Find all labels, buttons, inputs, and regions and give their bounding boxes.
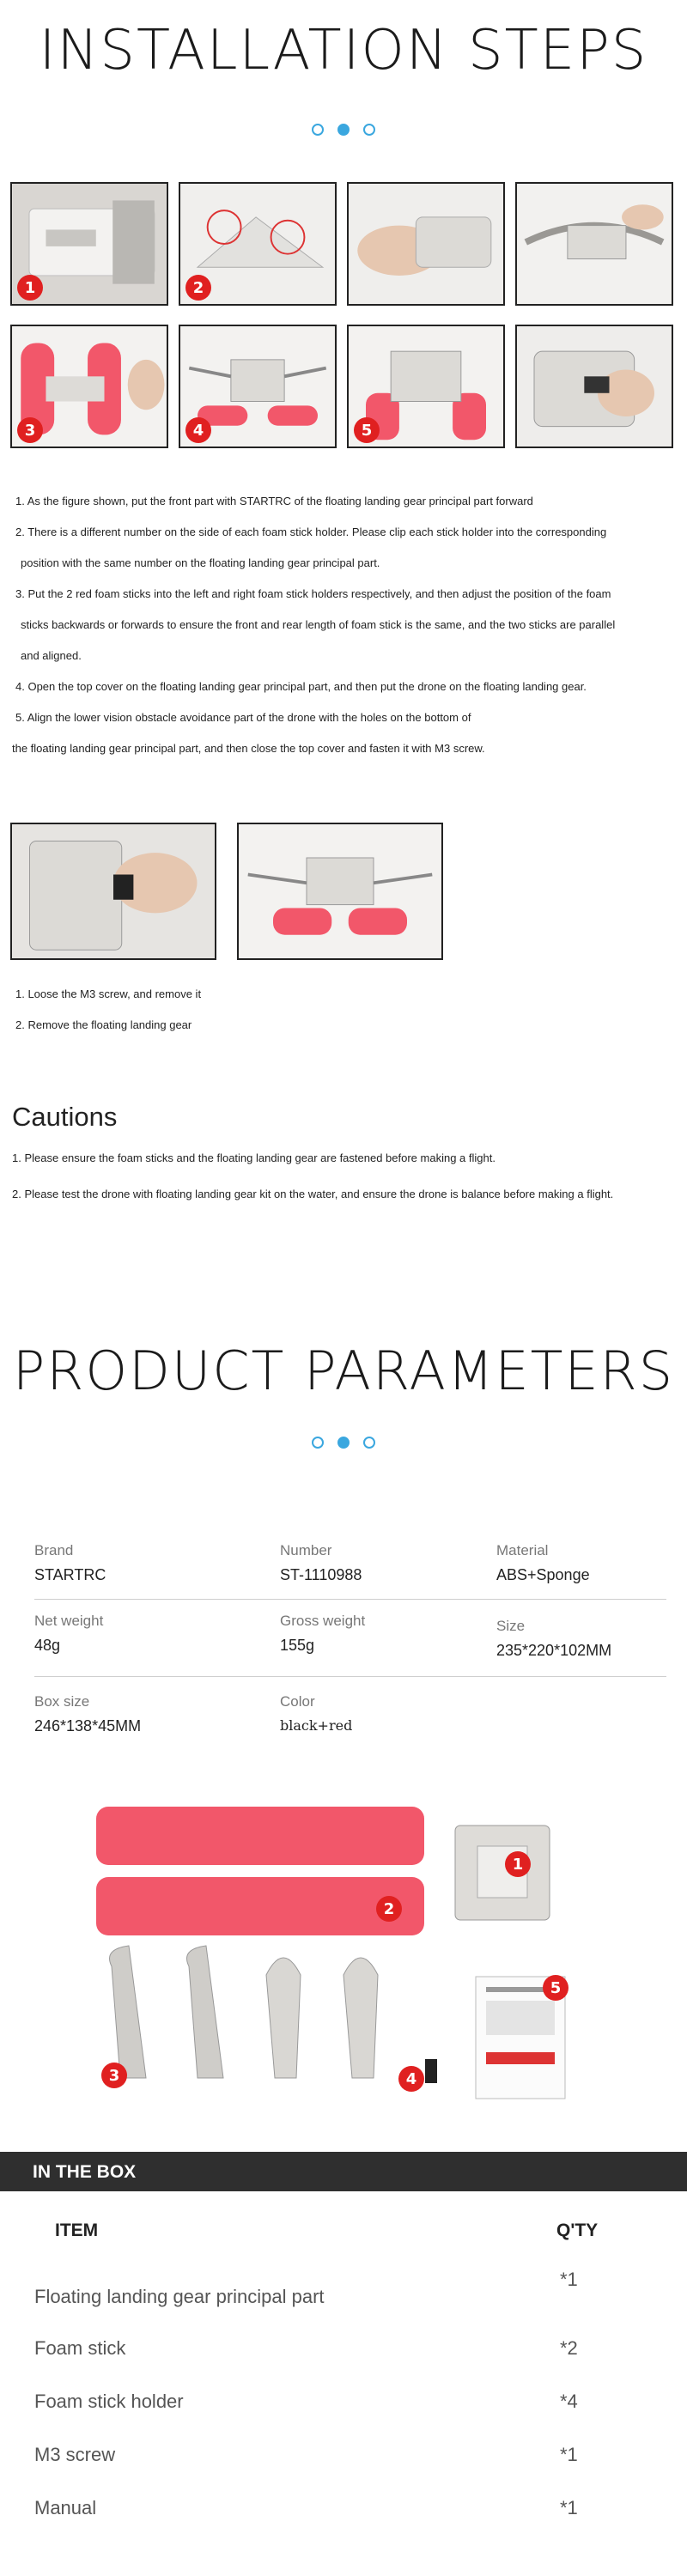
- param-label: Size: [496, 1618, 526, 1634]
- param-label: Box size: [34, 1693, 90, 1710]
- param-number: [280, 1542, 362, 1584]
- step-badge: 5: [354, 417, 380, 443]
- product-contents-drawing: [86, 1795, 601, 2112]
- in-the-box-title: IN THE BOX: [33, 2162, 137, 2182]
- carousel-dot[interactable]: [363, 124, 375, 136]
- param-gross-weight: [280, 1613, 365, 1655]
- caution-item: 2. Please test the drone with floating landing gear kit on the water, and ensure the drone is balance before making a flight.: [12, 1188, 614, 1200]
- param-size: [496, 1618, 611, 1660]
- step-line: sticks backwards or forwards to ensure the front and rear length of foam stick is the same, and the two sticks are parallel: [21, 618, 616, 631]
- divider: [34, 1676, 666, 1677]
- step-badge: 4: [185, 417, 211, 443]
- param-label: Color: [280, 1693, 315, 1710]
- step-line: the floating landing gear principal part, and then close the top cover and fasten it with M3 screw.: [12, 742, 485, 755]
- divider: [34, 1599, 666, 1600]
- param-brand: [34, 1542, 106, 1584]
- box-item-name: M3 screw: [34, 2444, 116, 2465]
- box-item-qty: *4: [560, 2391, 578, 2412]
- step-line: 1. Loose the M3 screw, and remove it: [15, 987, 202, 1000]
- param-value: 48g: [34, 1637, 61, 1654]
- carousel-dot[interactable]: [363, 1437, 375, 1449]
- install-photo-4: [515, 182, 673, 306]
- step-line: position with the same number on the floating landing gear principal part.: [21, 556, 380, 569]
- carousel-dot[interactable]: [312, 1437, 324, 1449]
- step-line: and aligned.: [21, 649, 82, 662]
- param-value: STARTRC: [34, 1566, 106, 1583]
- param-value: 246*138*45MM: [34, 1717, 142, 1735]
- carousel-dots: [0, 124, 687, 136]
- box-item-name: Foam stick: [34, 2337, 126, 2359]
- removal-steps: [15, 979, 685, 1041]
- param-label: Material: [496, 1542, 549, 1558]
- step-line: 2. Remove the floating landing gear: [15, 1018, 192, 1031]
- param-label: Net weight: [34, 1613, 104, 1629]
- carousel-dot-active[interactable]: [337, 124, 350, 136]
- item-badge: 1: [505, 1851, 531, 1877]
- param-net-weight: [34, 1613, 103, 1655]
- box-item-name: Floating landing gear principal part: [34, 2286, 325, 2307]
- carousel-dot[interactable]: [312, 124, 324, 136]
- box-item-qty: *1: [560, 2444, 578, 2465]
- step-line: 4. Open the top cover on the floating landing gear principal part, and then put the drone on the floating landing gear.: [15, 680, 587, 693]
- param-row: [34, 1693, 666, 1765]
- param-box-size: [34, 1693, 141, 1735]
- param-value: ABS+Sponge: [496, 1566, 590, 1583]
- install-photo-1: [10, 182, 168, 306]
- param-value: ST-1110988: [280, 1566, 362, 1583]
- param-label: Number: [280, 1542, 332, 1558]
- item-badge: 3: [101, 2063, 127, 2088]
- removal-photo-2: [237, 823, 443, 960]
- item-badge: 5: [543, 1975, 568, 2001]
- parameters-title: PRODUCT PARAMETERS: [12, 1340, 675, 1402]
- box-item-name: Foam stick holder: [34, 2391, 184, 2412]
- item-badge: 2: [376, 1896, 402, 1922]
- install-photo-2: [179, 182, 337, 306]
- param-row: [34, 1542, 666, 1614]
- install-photo-8: [515, 325, 673, 448]
- removal-photo-1: [10, 823, 216, 960]
- caution-item: 1. Please ensure the foam sticks and the floating landing gear are fastened before making a flight.: [12, 1151, 495, 1164]
- box-item-name: Manual: [34, 2497, 97, 2518]
- step-line: 1. As the figure shown, put the front part with STARTRC of the floating landing gear principal part forward: [15, 495, 533, 507]
- param-row: [34, 1613, 666, 1685]
- step-badge: 3: [17, 417, 43, 443]
- box-item-qty: *1: [560, 2497, 578, 2518]
- step-line: 3. Put the 2 red foam sticks into the left and right foam stick holders respectively, and then adjust the position of the foam: [15, 587, 611, 600]
- box-item-qty: *2: [560, 2337, 578, 2359]
- install-photo-7: [347, 325, 505, 448]
- installation-title: INSTALLATION STEPS: [39, 19, 648, 82]
- param-label: Gross weight: [280, 1613, 366, 1629]
- step-line: 5. Align the lower vision obstacle avoidance part of the drone with the holes on the bottom of: [15, 711, 471, 724]
- product-contents-image: [86, 1795, 601, 2112]
- item-badge: 4: [398, 2066, 424, 2092]
- step-line: 2. There is a different number on the side of each foam stick holder. Please clip each stick holder into the corresponding: [15, 526, 607, 538]
- installation-steps: [12, 486, 685, 764]
- param-value: 235*220*102MM: [496, 1642, 612, 1659]
- box-item-qty: *1: [560, 2269, 578, 2290]
- step-badge: 2: [185, 275, 211, 301]
- in-the-box-header: [0, 2152, 687, 2191]
- box-col-qty: Q'TY: [556, 2221, 599, 2240]
- param-material: [496, 1542, 590, 1584]
- param-color: [280, 1693, 352, 1734]
- cautions-title: Cautions: [12, 1102, 118, 1132]
- carousel-dots: [0, 1437, 687, 1449]
- box-col-item: ITEM: [55, 2221, 99, 2240]
- param-label: Brand: [34, 1542, 74, 1558]
- carousel-dot-active[interactable]: [337, 1437, 350, 1449]
- install-photo-6: [179, 325, 337, 448]
- step-badge: 1: [17, 275, 43, 301]
- param-value: black+red: [280, 1717, 353, 1734]
- install-photo-3: [347, 182, 505, 306]
- param-value: 155g: [280, 1637, 315, 1654]
- install-photo-5: [10, 325, 168, 448]
